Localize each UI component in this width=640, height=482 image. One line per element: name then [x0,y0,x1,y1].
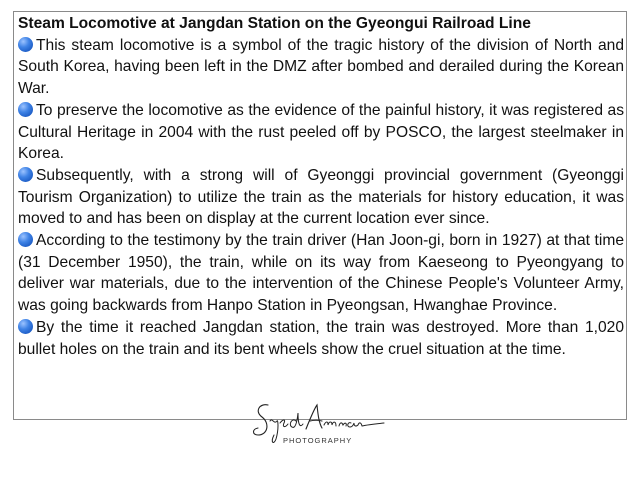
paragraph-1 [18,35,624,100]
watermark-label: PHOTOGRAPHY [283,436,353,445]
document-body [18,13,624,360]
paragraph-text: This steam locomotive is a symbol of the tragic history of the division of North and South Korea, having been left in the DMZ after bombed and derailed during the Korean War. [18,36,624,98]
paragraph-text: According to the testimony by the train driver (Han Joon-gi, born in 1927) at that time (31 December 1950), the train, while on its way from Kaeseong to Pyeongyang to deliver war materials, due to the intervention of the Chinese People's Volunteer Army, was going backwards from Hanpo Station in Pyeongsan, Hwanghae Province. [18,232,624,315]
blue-circle-bullet-icon [18,232,33,247]
signature-watermark [250,395,390,455]
paragraph-text: Subsequently, with a strong will of Gyeonggi provincial government (Gyeonggi Tourism Organization) to utilize the train as the materials for history education, it was moved to and has been on display at the current location ever since. [18,166,624,228]
paragraph-text: By the time it reached Jangdan station, the train was destroyed. More than 1,020 bullet holes on the train and its bent wheels show the cruel situation at the time. [18,318,624,358]
paragraph-3 [18,165,624,230]
blue-circle-bullet-icon [18,167,33,182]
paragraph-text: To preserve the locomotive as the evidence of the painful history, it was registered as Cultural Heritage in 2004 with the rust peeled off by POSCO, the largest steelmaker in Korea. [18,101,624,163]
paragraph-5 [18,317,624,360]
blue-circle-bullet-icon [18,102,33,117]
paragraph-4 [18,230,624,317]
blue-circle-bullet-icon [18,319,33,334]
blue-circle-bullet-icon [18,37,33,52]
document-title: Steam Locomotive at Jangdan Station on the Gyeongui Railroad Line [18,15,531,32]
paragraph-2 [18,100,624,165]
